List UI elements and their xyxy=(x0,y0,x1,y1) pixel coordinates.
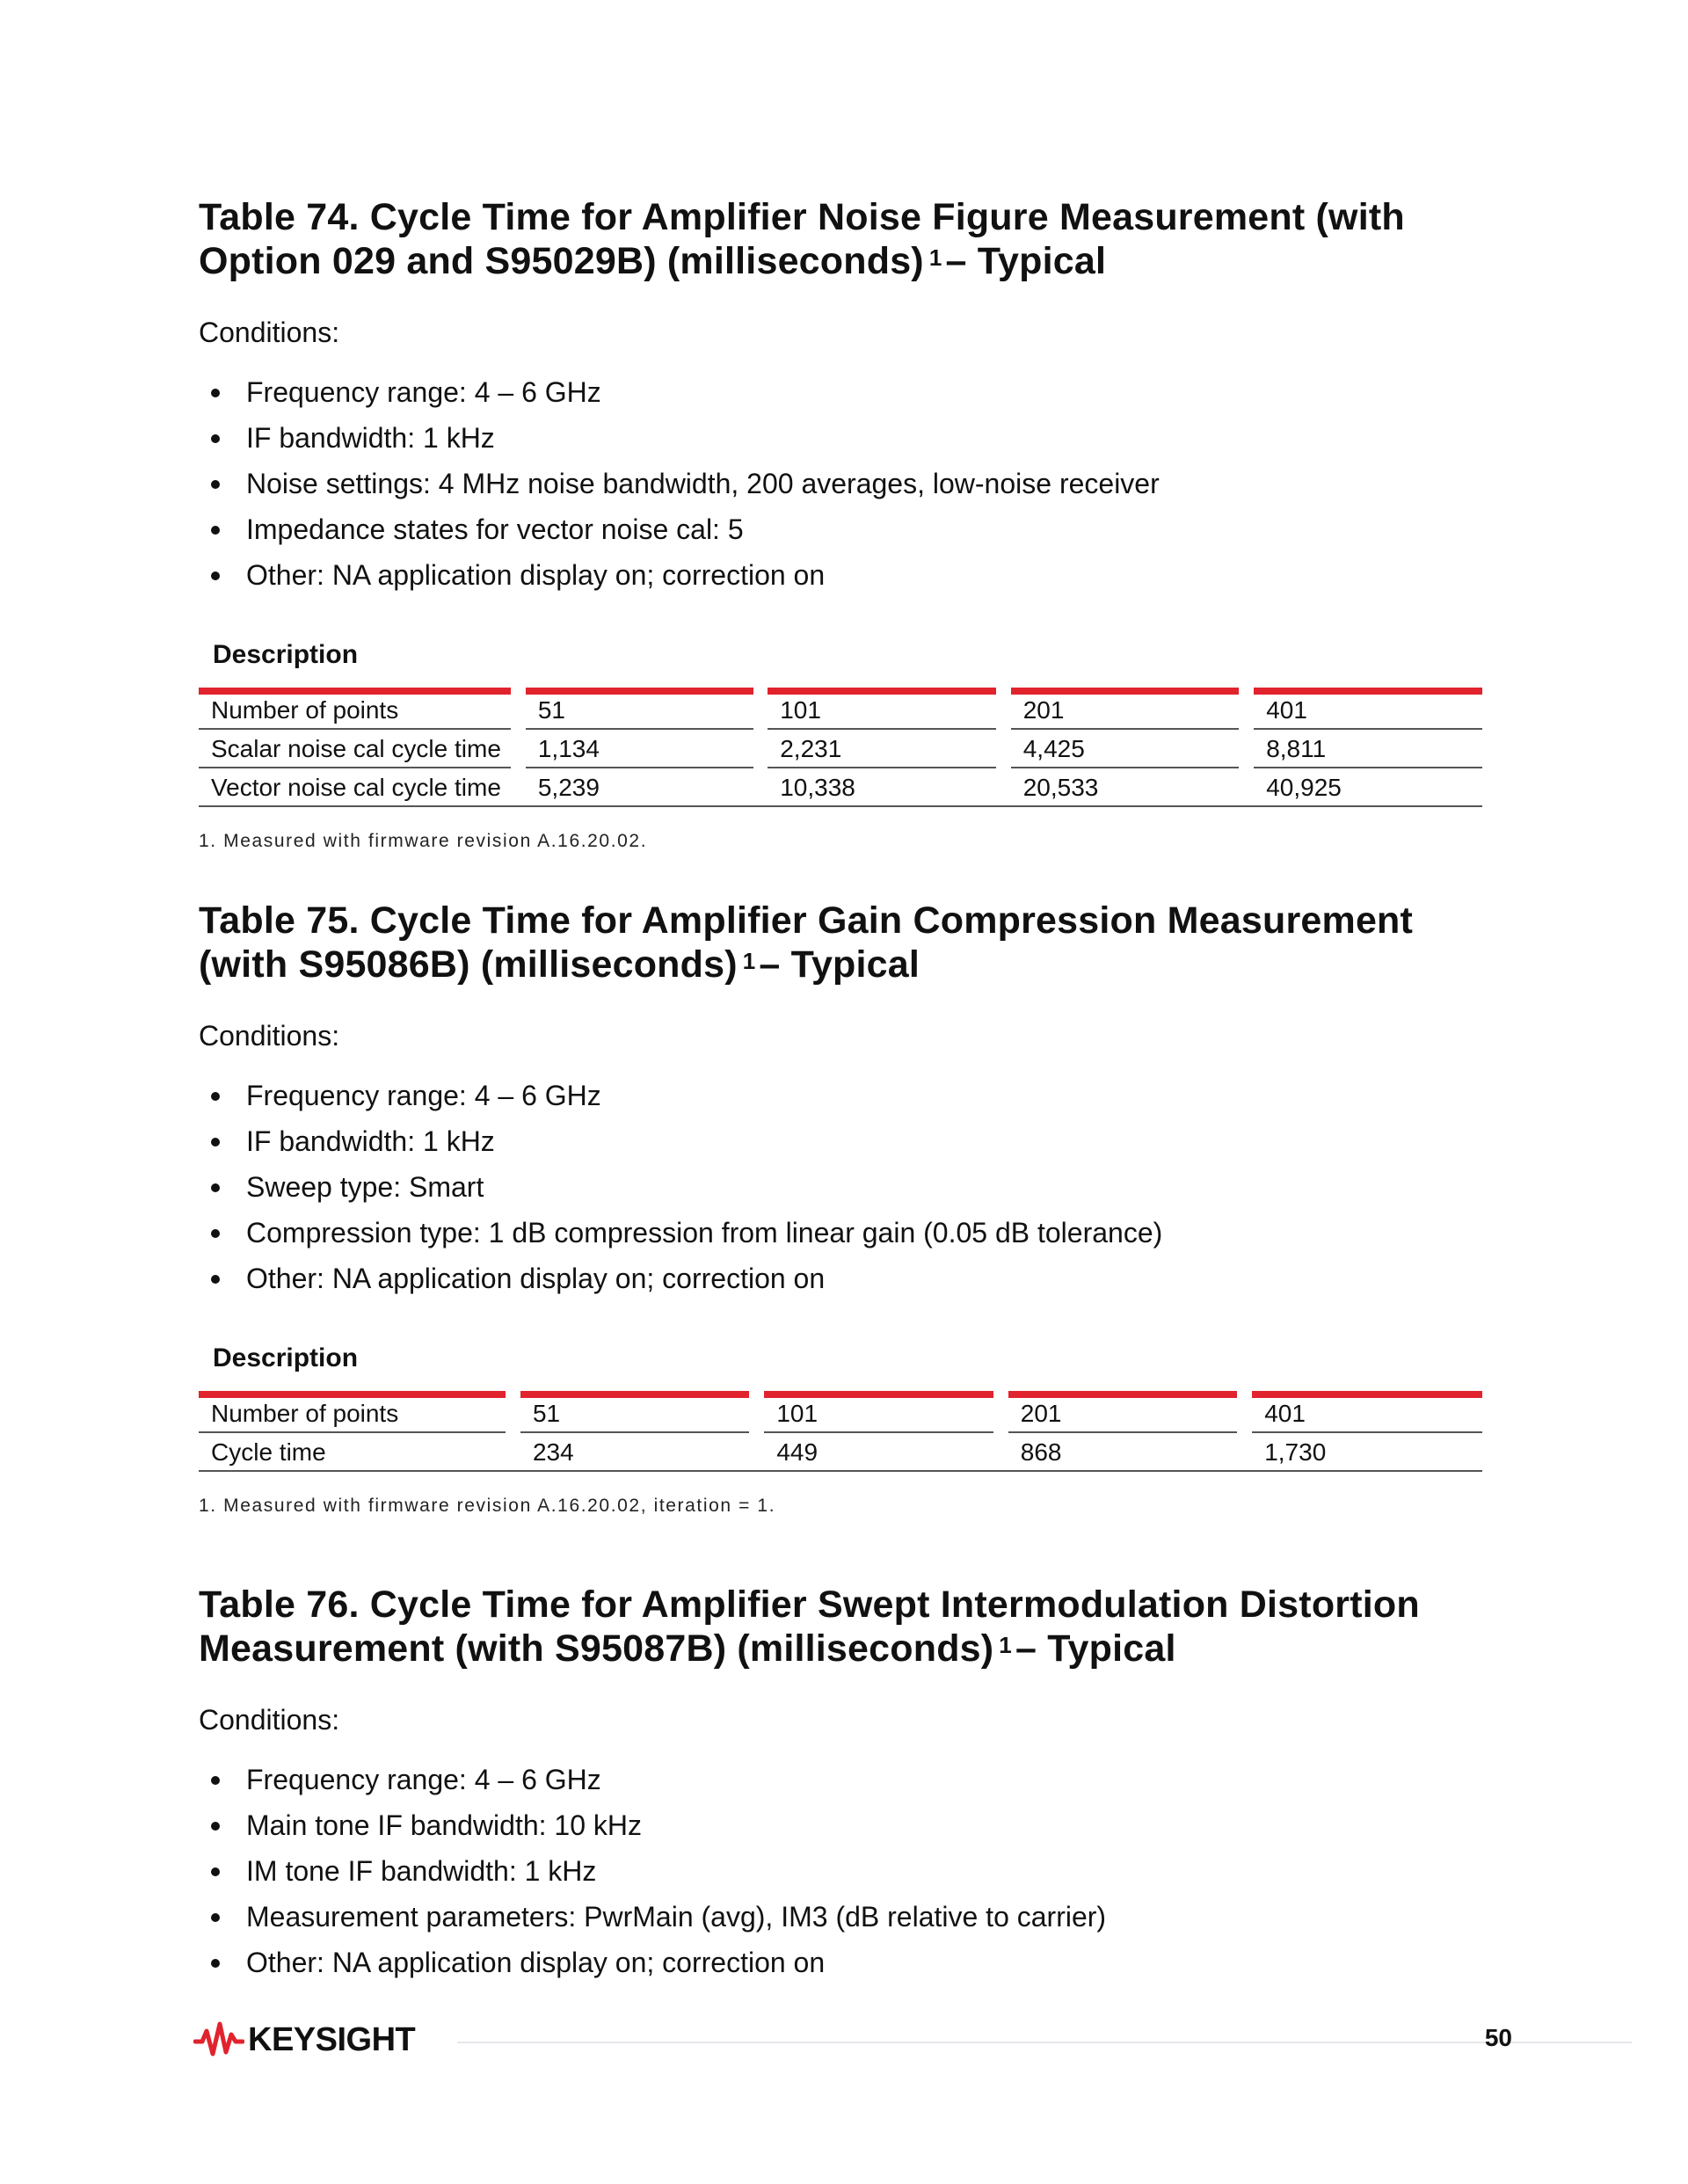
bullet-icon xyxy=(211,1092,220,1101)
table-row xyxy=(199,1433,1482,1472)
conditions-label: Conditions: xyxy=(199,317,340,348)
table-cell: 51 xyxy=(526,688,753,730)
list-item: Measurement parameters: PwrMain (avg), IM3 (dB relative to carrier) xyxy=(199,1894,1500,1940)
keysight-logo xyxy=(193,2019,415,2061)
list-item: Other: NA application display on; correction on xyxy=(199,1940,1500,1985)
table-cell: Cycle time xyxy=(199,1433,506,1472)
table-cell: 8,811 xyxy=(1254,730,1482,768)
table-cell: 449 xyxy=(764,1433,993,1472)
table-cell: 101 xyxy=(768,688,996,730)
table-cell: Number of points xyxy=(199,688,511,730)
table-cell: 201 xyxy=(1008,1391,1237,1433)
section-title: Table 75. Cycle Time for Amplifier Gain Compression Measurement (with S95086B) (milliseconds) $^1$– Typical xyxy=(199,899,1414,986)
table-cell: Scalar noise cal cycle time xyxy=(199,730,511,768)
list-item: Frequency range: 4 – 6 GHz xyxy=(199,1757,1500,1802)
table-cell: 4,425 xyxy=(1011,730,1240,768)
list-item: Sweep type: Smart xyxy=(199,1164,1500,1210)
conditions-label: Conditions: xyxy=(199,1704,340,1736)
table-cell: 868 xyxy=(1008,1433,1237,1472)
bullet-icon xyxy=(211,526,220,535)
page-footer xyxy=(193,2013,1512,2066)
keysight-wave-icon xyxy=(193,2019,244,2061)
conditions-label: Conditions: xyxy=(199,1020,340,1052)
page-number: 50 xyxy=(1484,2024,1512,2051)
footnote: 1. Measured with firmware revision A.16.20.02, iteration = 1. xyxy=(199,1496,776,1516)
description-label: Description xyxy=(213,1343,359,1372)
list-item: Main tone IF bandwidth: 10 kHz xyxy=(199,1802,1500,1848)
conditions-list xyxy=(199,369,1500,598)
list-item: Other: NA application display on; correction on xyxy=(199,1256,1500,1301)
table-cell: Number of points xyxy=(199,1391,506,1433)
table-cell: 5,239 xyxy=(526,768,753,807)
bullet-icon xyxy=(211,1183,220,1192)
bullet-icon xyxy=(211,1776,220,1785)
bullet-icon xyxy=(211,571,220,580)
table-cell: 401 xyxy=(1254,688,1482,730)
bullet-icon xyxy=(211,1959,220,1968)
bullet-icon xyxy=(211,434,220,443)
section-title: Table 76. Cycle Time for Amplifier Swept Intermodulation Distortion Measurement (with S95087B) (milliseconds) $^1$– Typical xyxy=(199,1583,1420,1670)
table-cell: 10,338 xyxy=(768,768,996,807)
table-cell: 1,730 xyxy=(1252,1433,1482,1472)
table-row xyxy=(199,1391,1482,1433)
data-table xyxy=(199,1391,1482,1472)
list-item: Noise settings: 4 MHz noise bandwidth, 200 averages, low-noise receiver xyxy=(199,461,1500,506)
table-cell: Vector noise cal cycle time xyxy=(199,768,511,807)
table-cell: 51 xyxy=(520,1391,749,1433)
table-74-section xyxy=(199,195,1500,853)
footnote: 1. Measured with firmware revision A.16.20.02. xyxy=(199,831,648,851)
list-item: Compression type: 1 dB compression from linear gain (0.05 dB tolerance) xyxy=(199,1210,1500,1256)
table-row xyxy=(199,768,1482,807)
description-label: Description xyxy=(213,640,359,669)
bullet-icon xyxy=(211,389,220,397)
bullet-icon xyxy=(211,1867,220,1876)
table-cell: 401 xyxy=(1252,1391,1482,1433)
list-item: Frequency range: 4 – 6 GHz xyxy=(199,1073,1500,1118)
list-item: Impedance states for vector noise cal: 5 xyxy=(199,506,1500,552)
bullet-icon xyxy=(211,1275,220,1284)
table-row xyxy=(199,688,1482,730)
table-cell: 201 xyxy=(1011,688,1240,730)
list-item: Frequency range: 4 – 6 GHz xyxy=(199,369,1500,415)
table-cell: 101 xyxy=(764,1391,993,1433)
brand-name: KEYSIGHT xyxy=(248,2020,416,2058)
table-76-section xyxy=(199,1583,1500,1985)
conditions-list xyxy=(199,1073,1500,1301)
footer-divider xyxy=(457,2042,1632,2043)
section-title: Table 74. Cycle Time for Amplifier Noise Figure Measurement (with Option 029 and S95029B) (milliseconds) $^1$– Typical xyxy=(199,196,1405,282)
list-item: IM tone IF bandwidth: 1 kHz xyxy=(199,1848,1500,1894)
bullet-icon xyxy=(211,1138,220,1147)
conditions-list xyxy=(199,1757,1500,1985)
bullet-icon xyxy=(211,480,220,489)
table-row xyxy=(199,730,1482,768)
table-cell: 40,925 xyxy=(1254,768,1482,807)
table-75-section xyxy=(199,899,1500,1518)
data-table xyxy=(199,688,1482,807)
list-item: IF bandwidth: 1 kHz xyxy=(199,1118,1500,1164)
list-item: IF bandwidth: 1 kHz xyxy=(199,415,1500,461)
bullet-icon xyxy=(211,1229,220,1238)
bullet-icon xyxy=(211,1913,220,1922)
table-cell: 1,134 xyxy=(526,730,753,768)
list-item: Other: NA application display on; correction on xyxy=(199,552,1500,598)
bullet-icon xyxy=(211,1822,220,1831)
table-cell: 2,231 xyxy=(768,730,996,768)
table-cell: 234 xyxy=(520,1433,749,1472)
table-cell: 20,533 xyxy=(1011,768,1240,807)
